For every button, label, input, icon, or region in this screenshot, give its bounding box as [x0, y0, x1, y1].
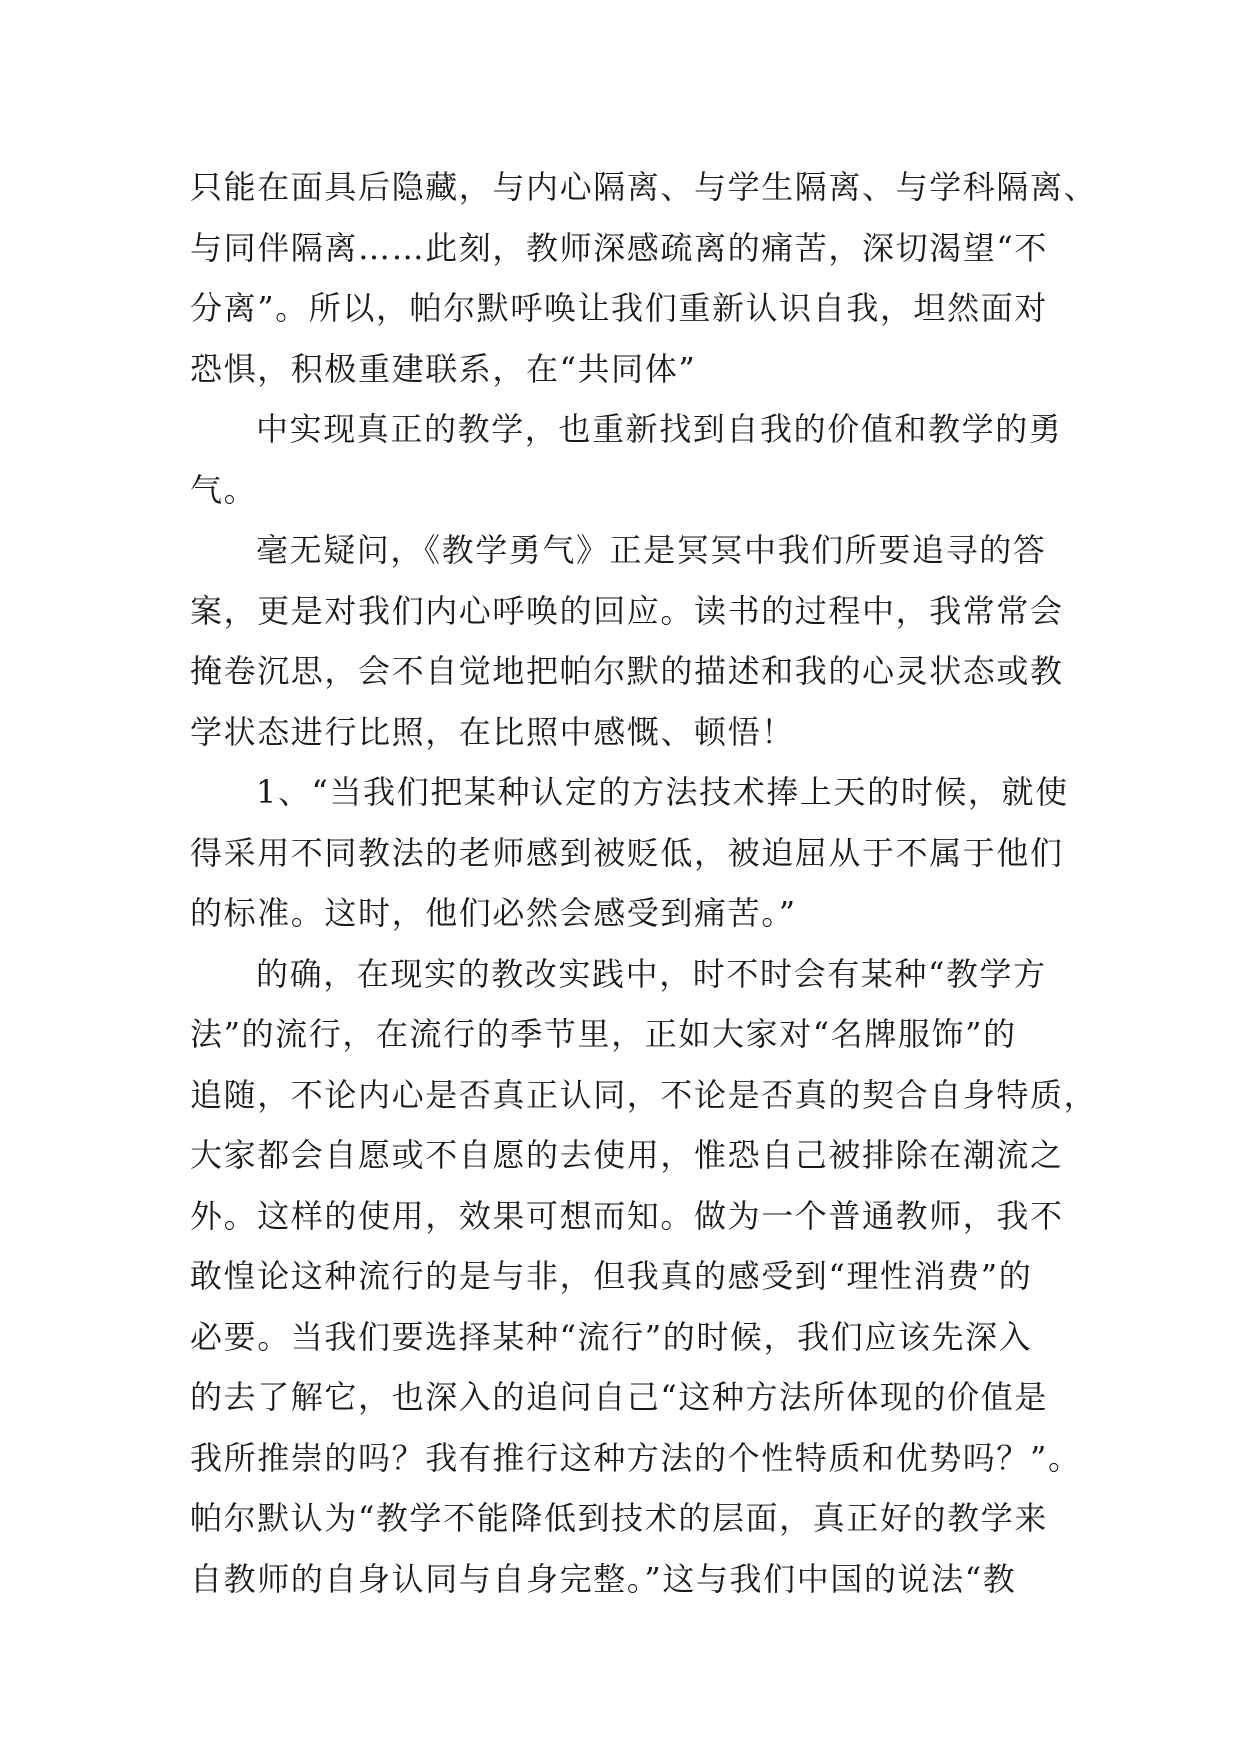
text-line: 的确，在现实的教改实践中，时不时会有某种“教学方	[256, 954, 1047, 993]
text-line: 与同伴隔离……此刻，教师深感疏离的痛苦，深切渴望“不	[190, 228, 1048, 267]
text-line: 法”的流行，在流行的季节里，正如大家对“名牌服饰”的	[190, 1015, 1017, 1053]
text-line: 气。	[190, 470, 258, 509]
text-line: 外。这样的使用，效果可想而知。做为一个普通教师，我不	[190, 1196, 1064, 1235]
text-line: 毫无疑问，《教学勇气》正是冥冥中我们所要追寻的答	[256, 531, 1047, 569]
text-line: 的标准。这时，他们必然会感受到痛苦。”	[190, 894, 797, 932]
text-line: 掩卷沉思，会不自觉地把帕尔默的描述和我的心灵状态或教	[190, 652, 1064, 690]
body-text	[190, 157, 1098, 1609]
text-line: 分离”。所以，帕尔默呼唤让我们重新认识自我，坦然面对	[190, 289, 1048, 327]
text-line: 帕尔默认为“教学不能降低到技术的层面，真正好的教学来	[190, 1499, 1048, 1537]
text-line: 自教师的自身认同与自身完整。”这与我们中国的说法“教	[190, 1559, 1017, 1598]
text-line: 敢惶论这种流行的是与非，但我真的感受到“理性消费”的	[190, 1257, 1033, 1295]
text-line: 我所推崇的吗？我有推行这种方法的个性特质和优势吗？”。	[190, 1438, 1082, 1477]
text-line: 案，更是对我们内心呼唤的回应。读书的过程中，我常常会	[190, 591, 1064, 630]
text-line: 只能在面具后隐藏，与内心隔离、与学生隔离、与学科隔离、	[190, 168, 1098, 206]
text-line: 的去了解它，也深入的追问自己“这种方法所体现的价值是	[190, 1378, 1048, 1416]
text-line: 恐惧，积极重建联系，在“共同体”	[190, 349, 697, 388]
text-line: 1、“当我们把某种认定的方法技术捧上天的时候，就使	[256, 773, 1069, 811]
text-line: 必要。当我们要选择某种“流行”的时候，我们应该先深入	[190, 1317, 1033, 1356]
text-line: 中实现真正的教学，也重新找到自我的价值和教学的勇	[256, 410, 1063, 448]
text-line: 大家都会自愿或不自愿的去使用，惟恐自己被排除在潮流之	[190, 1136, 1064, 1174]
text-line: 学状态进行比照，在比照中感慨、顿悟！	[190, 712, 795, 751]
text-line: 追随，不论内心是否真正认同，不论是否真的契合自身特质，	[190, 1075, 1098, 1114]
text-line: 得采用不同教法的老师感到被贬低，被迫屈从于不属于他们	[190, 833, 1064, 872]
